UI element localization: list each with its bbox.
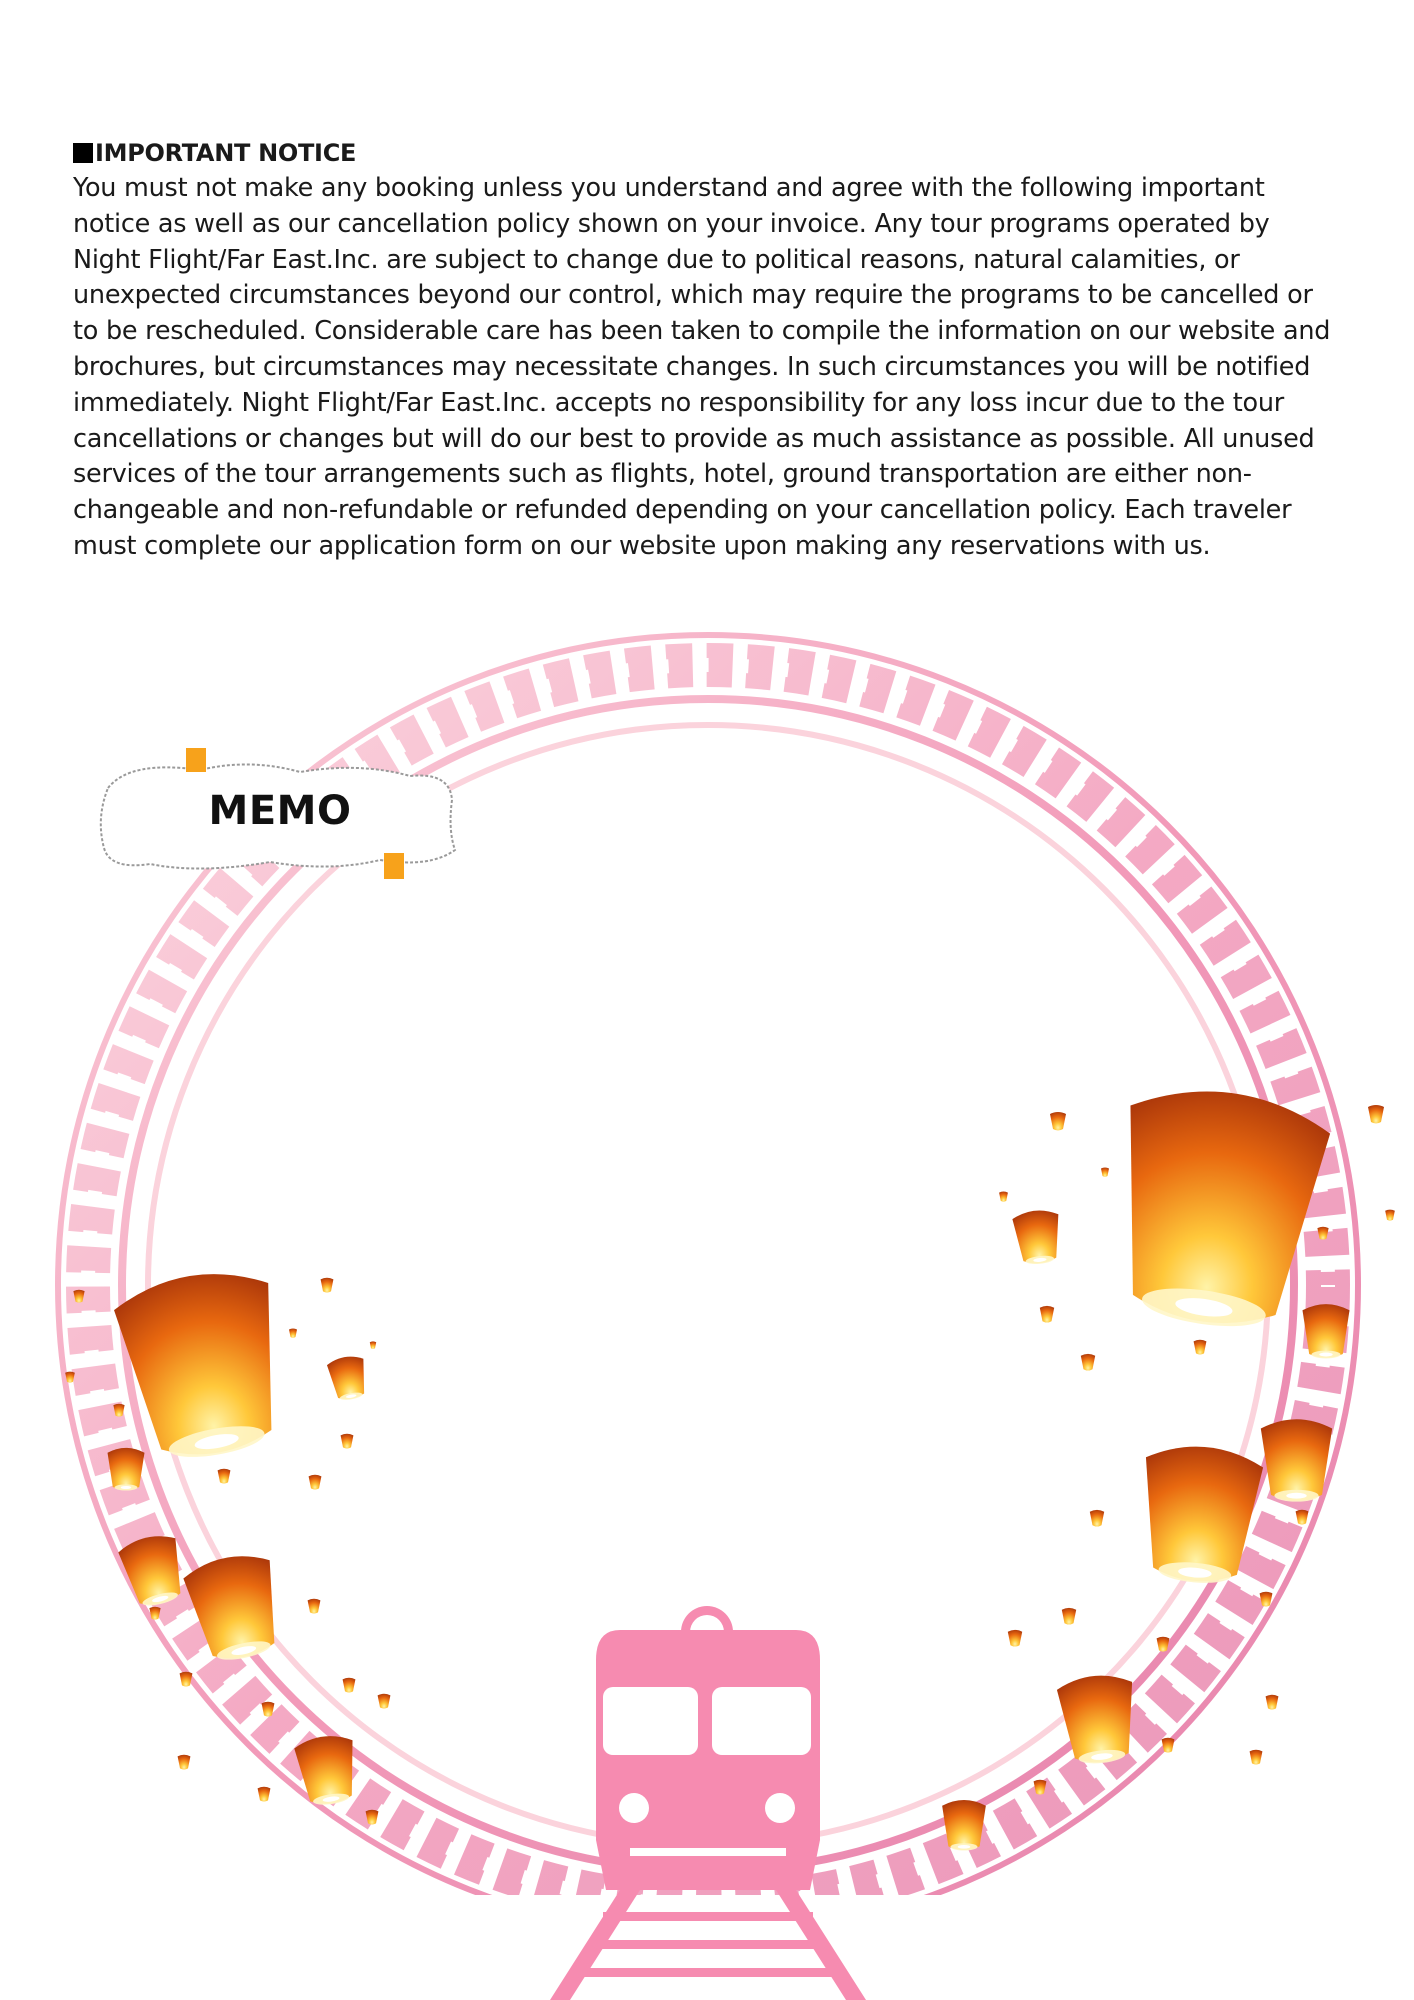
tape-top-icon [186, 748, 206, 772]
tape-bottom-icon [384, 853, 404, 879]
notice-body: You must not make any booking unless you understand and agree with the following important notice as well as our cancellation policy shown on your invoice. Any tour programs operated by Night Flight/Far East.Inc. are subject to change due to political reasons, natural calamities, or unexpected circumstances beyond our control, which may require the programs to be cancelled or to be rescheduled. Considerable care has been taken to compile the information on our website and brochures, but circumstances may necessitate changes. In such circumstances you will be notified immediately. Night Flight/Far East.Inc. accepts no responsibility for any loss incur due to the tour cancellations or changes but will do our best to provide as much assistance as possible. All unused services of the tour arrangements such as flights, hotel, ground transportation are either non-changeable and non-refundable or refunded depending on your cancellation policy. Each traveler must complete our application form on our website upon making any reservations with us. [73, 173, 1331, 561]
notice-heading-text: IMPORTANT NOTICE [95, 139, 357, 167]
memo-label: MEMO [208, 788, 352, 834]
train-icon [550, 1606, 866, 2000]
